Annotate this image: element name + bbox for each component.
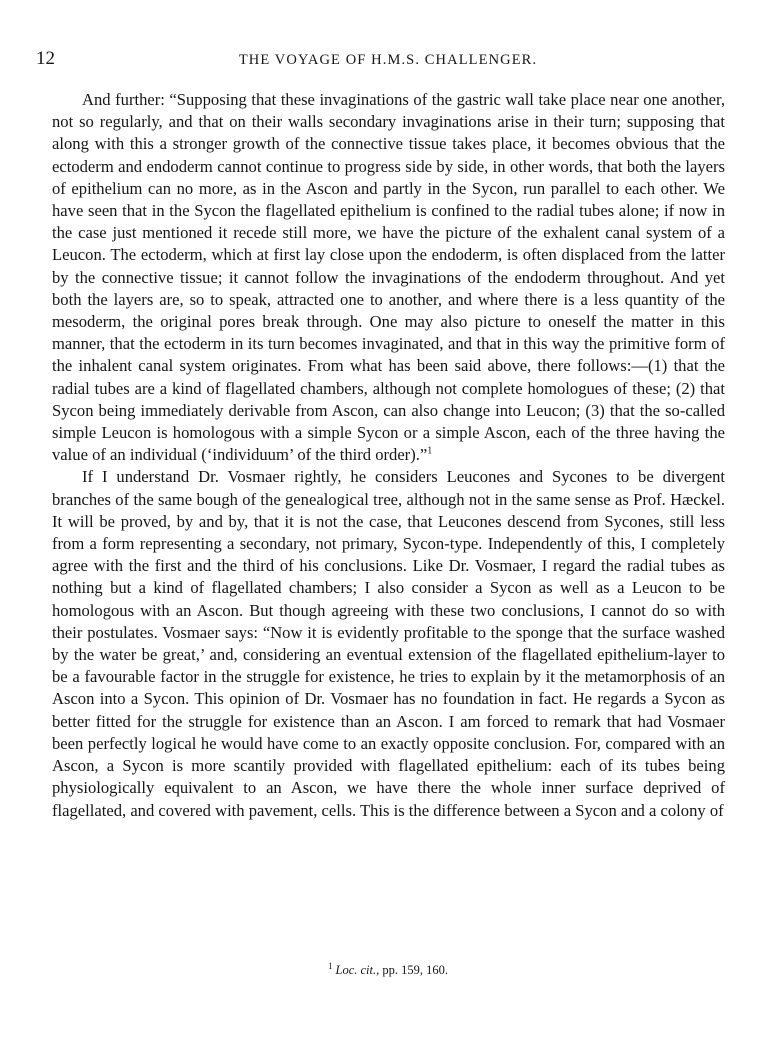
paragraph-text: And further: “Supposing that these invaginations of the gastric wall take place near one another, not so regularly, and that on their walls secondary invaginations arise in their turn; supposing that along with this a stronger growth of the connective tissue takes place, it becomes obvious that the ectoderm and endoderm cannot continue to progress side by side, in other words, that both the layers of epithelium can no more, as in the Ascon and partly in the Sycon, run parallel to each other. We have seen that in the Sycon the flagellated epithelium is confined to the radial tubes alone; if now in the case just mentioned it recede still more, we have the picture of the exhalent canal system of a Leucon. The ectoderm, which at first lay close upon the endoderm, is often displaced from the latter by the connective tissue; it cannot follow the invaginations of the endoderm throughout. And yet both the layers are, so to speak, attracted one to another, and where there is a less quantity of the mesoderm, the original pores break through. One may also picture to oneself the matter in this manner, that the ectoderm in its turn becomes invaginated, and that in this way the primitive form of the inhalent canal system originates. From what has been said above, there follows:—(1) that the radial tubes are a kind of flagellated chambers, although not complete homologues of these; (2) that Sycon being immediately derivable from Ascon, can also change into Leucon; (3) that the so-called simple Leucon is homologous with a simple Sycon or a simple Ascon, each of the three having the value of an individual (‘individuum’ of the third order).”: [52, 90, 725, 465]
paragraph: [52, 89, 725, 466]
footnote: [0, 962, 776, 978]
paragraph-text: If I understand Dr. Vosmaer rightly, he considers Leucones and Sycones to be divergent branches of the same bough of the genealogical tree, although not in the same sense as Prof. Hæckel. It will be proved, by and by, that it is not the case, that Leucones descend from Sycones, still less from a form representing a secondary, not primary, Sycon-type. Independently of this, I completely agree with the first and the third of his conclusions. Like Dr. Vosmaer, I regard the radial tubes as nothing but a kind of flagellated chambers; I also consider a Sycon as well as a Leucon to be homologous with an Ascon. But though agreeing with these two conclusions, I cannot do so with their postulates. Vosmaer says: “Now it is evidently profitable to the sponge that the surface washed by the water be great,’ and, considering an eventual extension of the flagellated epithelium-layer to be a favourable factor in the struggle for existence, he tries to explain by it the metamorphosis of an Ascon into a Sycon. This opinion of Dr. Vosmaer has no foundation in fact. He regards a Sycon as better fitted for the struggle for existence than an Ascon. I am forced to remark that had Vosmaer been perfectly logical he would have come to an exactly opposite conclusion. For, compared with an Ascon, a Sycon is more scantily provided with flagellated epithelium: each of its tubes being physiologically equivalent to an Ascon, we have there the whole inner surface deprived of flagellated, and covered with pavement, cells. This is the difference between a Sycon and a colony of: [52, 467, 725, 820]
footnote-source: Loc. cit.,: [335, 963, 380, 977]
body-text: [52, 89, 725, 822]
running-title: THE VOYAGE OF H.M.S. CHALLENGER.: [238, 52, 538, 68]
page-number: 12: [36, 48, 55, 69]
paragraph: [52, 466, 725, 821]
footnote-pages: pp. 159, 160.: [382, 963, 448, 977]
footnote-reference: 1: [427, 445, 433, 457]
footnote-number: 1: [328, 960, 333, 971]
